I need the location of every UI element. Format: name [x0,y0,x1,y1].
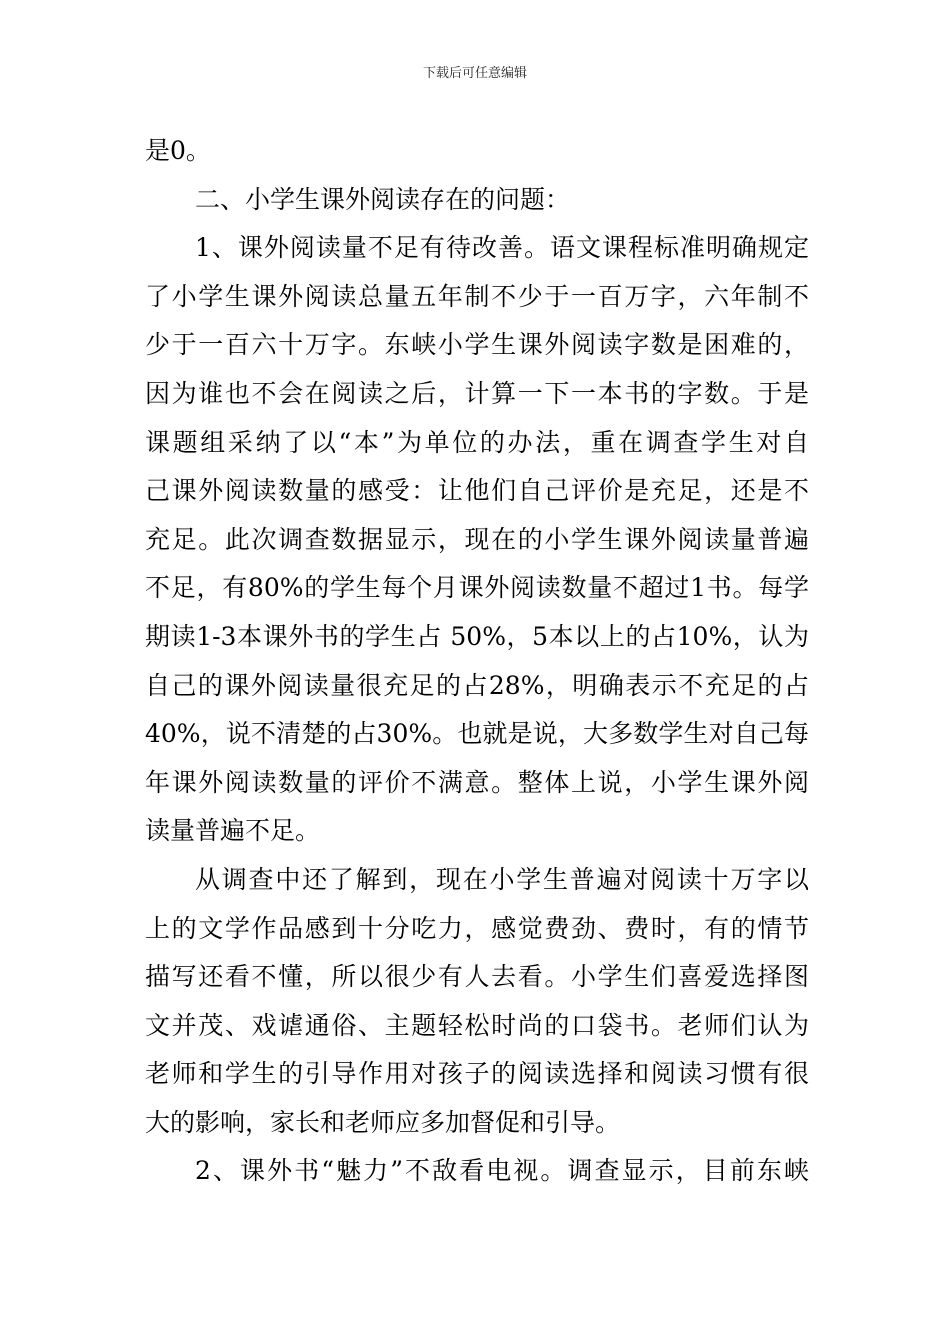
text-line: 了小学生课外阅读总量五年制不少于一百万字，六年制不 [145,281,809,311]
text-line: 因为谁也不会在阅读之后，计算一下一本书的字数。于是 [145,378,809,408]
text-line: 年课外阅读数量的评价不满意。整体上说，小学生课外阅 [145,767,809,797]
text-line: 文并茂、戏谑通俗、主题轻松时尚的口袋书。老师们认为 [145,1010,809,1040]
text-line: 老师和学生的引导作用对孩子的阅读选择和阅读习惯有很 [145,1059,809,1089]
text-line: 二、小学生课外阅读存在的问题： [195,184,571,214]
text-line: 读量普遍不足。 [145,816,321,846]
text-line: 不足，有80%的学生每个月课外阅读数量不超过1书。每学 [145,573,809,603]
text-line: 40%，说不清楚的占30%。也就是说，大多数学生对自己每 [145,719,809,749]
text-line: 1、课外阅读量不足有待改善。语文课程标准明确规定 [195,233,809,263]
text-line: 描写还看不懂，所以很少有人去看。小学生们喜爱选择图 [145,962,809,992]
text-line: 是0。 [145,136,211,165]
text-line: 少于一百六十万字。东峡小学生课外阅读字数是困难的， [145,330,809,360]
text-line: 自己的课外阅读量很充足的占28%，明确表示不充足的占 [145,670,809,700]
text-line: 从调查中还了解到，现在小学生普遍对阅读十万字以 [195,864,809,894]
text-line: 己课外阅读数量的感受：让他们自己评价是充足，还是不 [145,476,809,506]
text-line: 充足。此次调查数据显示，现在的小学生课外阅读量普遍 [145,524,809,554]
document-body [145,127,809,1196]
text-line: 期读1-3本课外书的学生占 50%，5本以上的占10%，认为 [145,621,809,651]
text-line: 课题组采纳了以“本”为单位的办法，重在调查学生对自 [145,427,809,457]
text-line: 大的影响，家长和老师应多加督促和引导。 [145,1107,621,1137]
text-line: 2、课外书“魅力”不敌看电视。调查显示，目前东峡 [195,1156,809,1186]
page-header: 下载后可任意编辑 [422,66,527,81]
text-line: 上的文学作品感到十分吃力，感觉费劲、费时，有的情节 [145,913,809,943]
